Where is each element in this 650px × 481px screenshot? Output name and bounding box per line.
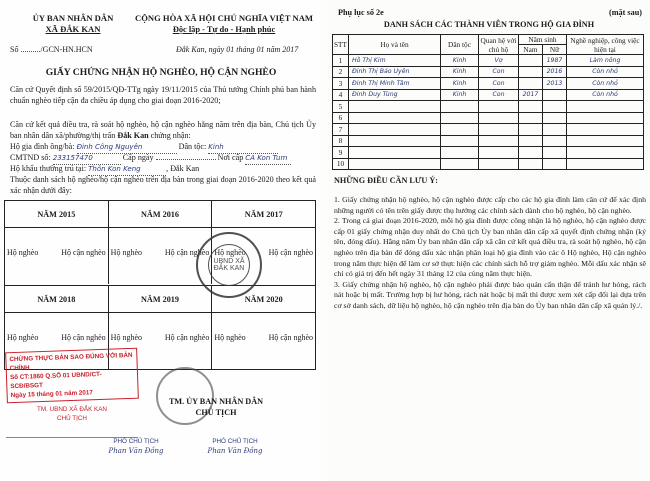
male-year-cell (519, 55, 543, 67)
ethnic-cell: Kinh (441, 89, 479, 101)
issued-date-field (156, 159, 216, 160)
job-cell (567, 101, 644, 113)
certification-paragraph (10, 119, 316, 142)
year-2016-header: NĂM 2016 (109, 201, 213, 227)
female-year-cell (543, 89, 567, 101)
header-stt: STT (333, 35, 349, 55)
near-poor-label: Hộ cận nghèo (268, 333, 314, 342)
appendix-number: Phụ lục số 2e (338, 8, 384, 17)
female-year-cell: 2013 (543, 78, 567, 90)
stamp-line-2: Số CT:1860 Q.SỐ 01 UBND/CT-SCĐ/BSGT (9, 370, 102, 391)
male-year-cell (519, 78, 543, 90)
stamp-sub-1: TM. UBND XÃ ĐẮK KAN (37, 406, 107, 413)
year-2020-status (212, 313, 315, 369)
relation-cell: Vợ (479, 55, 519, 67)
poor-label: Hộ nghèo (110, 333, 142, 342)
male-year-cell (519, 147, 543, 159)
male-year-cell (519, 101, 543, 113)
header-name: Họ và tên (349, 35, 441, 55)
female-year-cell (543, 135, 567, 147)
stt-cell: 5 (333, 101, 349, 113)
org-line-2: XÃ ĐẮK KAN (45, 24, 101, 34)
relation-cell: Con (479, 78, 519, 90)
table-row (333, 89, 644, 101)
name-cell: Đinh Duy Tùng (349, 89, 441, 101)
relation-cell: Con (479, 89, 519, 101)
table-row (333, 101, 644, 113)
stt-cell: 4 (333, 89, 349, 101)
stt-cell: 9 (333, 147, 349, 159)
note-item: 1. Giấy chứng nhận hộ nghèo, hộ cận nghèo được cấp cho các hộ gia đình làm căn cứ để xác định những người có tên trên giấy được thụ hưởng các chính sách dành cho hộ nghèo, hộ cận nghèo. (334, 195, 646, 215)
stamp-line-3: Ngày 15 tháng 01 năm 2017 (10, 389, 93, 400)
stamp-underline (6, 430, 138, 438)
job-cell: Còn nhỏ (567, 89, 644, 101)
female-year-cell (543, 101, 567, 113)
year-2020-header: NĂM 2020 (244, 295, 283, 304)
female-year-cell (543, 158, 567, 170)
table-row (333, 124, 644, 136)
table-header-row (333, 35, 644, 45)
poor-label: Hộ nghèo (214, 333, 246, 342)
poor-label: Hộ nghèo (7, 333, 39, 342)
para1-text: Căn cứ Quyết định số 59/2015/QĐ-TTg ngày 19/11/2015 của Thủ tướng Chính phủ ban hành chuẩn nghèo tiếp cận đa chiều áp dụng cho giai đoạn 2016-2020; (10, 85, 316, 106)
name-cell: Đinh Thị Minh Tâm (349, 78, 441, 90)
near-poor-label: Hộ cận nghèo (61, 333, 106, 342)
ethnic-cell (441, 124, 479, 136)
sig1-name: Phan Văn Đồng (108, 447, 164, 455)
sig2-name: Phan Văn Đồng (207, 447, 263, 455)
ethnic-cell: Kinh (441, 55, 479, 67)
near-poor-label: Hộ cận nghèo (61, 248, 106, 257)
table-row (333, 55, 644, 67)
ethnic-label: Dân tộc: (178, 142, 207, 151)
header-female: Nữ (543, 45, 567, 55)
seal-text: UBND XÃ ĐẮK KAN (213, 258, 245, 272)
issued-date-label: Cấp ngày (122, 153, 154, 162)
stt-cell: 10 (333, 158, 349, 170)
relation-cell (479, 135, 519, 147)
year-2019-header: NĂM 2019 (109, 286, 213, 312)
stt-cell: 8 (333, 135, 349, 147)
certificate-title: GIẤY CHỨNG NHẬN HỘ NGHÈO, HỘ CẬN NGHÈO (45, 67, 277, 78)
document-number: Số ........../GCN-HN.HCN (10, 45, 93, 54)
signature-block (156, 396, 276, 418)
year-header-row-1 (5, 201, 315, 227)
ethnic-cell (441, 158, 479, 170)
national-header (126, 13, 322, 35)
header-male: Nam (519, 45, 543, 55)
year-body-row-1 (5, 228, 315, 284)
list-paragraph (10, 174, 316, 197)
header-birth-year: Năm sinh (519, 35, 567, 45)
note-item: 2. Trong cả giai đoạn 2016-2020, mỗi hộ gia đình được công nhận là hộ nghèo, hộ cận nghèo được cấp 01 giấy chứng nhận duy nhất do Chủ tịch Ủy ban nhân dân cấp xã quyết định chứng nhận (ký tên, đóng dấu). Hằng năm Ủy ban nhân dân cấp xã căn cứ kết quả điều tra, rà soát hộ nghèo, hộ cận nghèo trên địa bàn để đóng dấu xác nhận phân loại hộ gia đình vào các ô Hộ nghèo, Hộ cận nghèo trong năm thực hiện để làm cơ sở thực hiện các chính sách hỗ trợ giảm nghèo. Mỗi dấu xác nhận sẽ chỉ có giá trị đến hết ngày 31 tháng 12 của cùng năm thực hiện. (334, 216, 646, 279)
issuing-authority (18, 13, 128, 35)
relation-cell (479, 158, 519, 170)
notes-list (334, 195, 646, 312)
job-cell: Làm nông (567, 55, 644, 67)
sign-line-1: TM. ỦY BAN NHÂN DÂN (168, 397, 264, 406)
ethnic-value: Kinh (208, 143, 224, 151)
relation-cell (479, 101, 519, 113)
poor-label: Hộ nghèo (214, 248, 246, 257)
male-year-cell (519, 124, 543, 136)
stt-cell: 6 (333, 112, 349, 124)
residence-label: Hộ khẩu thường trú tại: (10, 164, 87, 173)
name-cell (349, 158, 441, 170)
stt-cell: 2 (333, 66, 349, 78)
male-year-cell: 2017 (519, 89, 543, 101)
male-year-cell (519, 66, 543, 78)
female-year-cell: 1987 (543, 55, 567, 67)
signature-2 (190, 438, 280, 455)
id-label: CMTND số: (10, 153, 51, 162)
ethnic-cell (441, 112, 479, 124)
side-note: (mặt sau) (609, 8, 642, 17)
para2-suffix: chứng nhận: (150, 131, 191, 141)
header-job: Nghề nghiệp, công việc hiện tại (567, 35, 644, 55)
table-row (333, 158, 644, 170)
relation-cell (479, 112, 519, 124)
para2-text: Căn cứ kết quả điều tra, rà soát hộ nghèo, hộ cận nghèo hằng năm trên địa bàn, Chủ tịch Ủy ban nhân dân xã/phường/thị trấn (10, 120, 316, 141)
legal-basis-paragraph (10, 84, 316, 107)
job-cell: Còn nhỏ (567, 78, 644, 90)
nation-motto: Độc lập - Tự do - Hạnh phúc (172, 25, 276, 34)
near-poor-label: Hộ cận nghèo (164, 333, 210, 342)
male-year-cell (519, 158, 543, 170)
ethnic-cell: Kinh (441, 66, 479, 78)
certificate-front (0, 0, 322, 481)
female-year-cell (543, 124, 567, 136)
table-row (333, 147, 644, 159)
year-2015-header: NĂM 2015 (5, 201, 109, 227)
header-relation: Quan hệ với chủ hộ (479, 35, 519, 55)
seal-inner (208, 244, 250, 286)
annual-confirmation-grid (4, 200, 316, 370)
female-year-cell (543, 112, 567, 124)
stamp-sub-2: CHỦ TỊCH (57, 415, 87, 422)
relation-cell: Con (479, 66, 519, 78)
issued-place-value: CA Kon Tum (245, 154, 288, 162)
official-seal-icon (196, 232, 262, 298)
job-cell (567, 135, 644, 147)
org-line-1: ỦY BAN NHÂN DÂN (32, 13, 114, 23)
poor-label: Hộ nghèo (7, 248, 39, 257)
name-cell (349, 124, 441, 136)
year-2015-status (5, 228, 109, 284)
job-cell: Còn nhỏ (567, 66, 644, 78)
name-cell (349, 147, 441, 159)
note-item: 3. Giấy chứng nhận hộ nghèo, hộ cận nghèo phải được bảo quản cẩn thận để tránh hư hỏng, rách nát hoặc bị mất. Trường hợp bị hư hỏng, rách nát hoặc bị mất thì được xem xét cấp đổi lại dựa trên cơ sở danh sách, dữ liệu hộ nghèo, hộ cận nghèo trên địa bàn do Ủy ban nhân dân cấp xã quản lý./. (334, 279, 646, 310)
ethnic-cell (441, 101, 479, 113)
name-cell: Hồ Thị Kim (349, 55, 441, 67)
certificate-back (328, 0, 650, 481)
para2-place: Đắk Kan (117, 131, 149, 141)
sign-line-2: CHỦ TỊCH (195, 408, 237, 417)
stamp-box (5, 348, 139, 404)
ethnic-cell: Kinh (441, 78, 479, 90)
table-row (333, 112, 644, 124)
residence-value: Thôn Kon Keng (88, 165, 141, 173)
job-cell (567, 158, 644, 170)
nation-name: CỘNG HÒA XÃ HỘI CHỦ NGHĨA VIỆT NAM (134, 13, 314, 23)
stt-cell: 3 (333, 78, 349, 90)
near-poor-label: Hộ cận nghèo (164, 248, 210, 257)
name-cell (349, 101, 441, 113)
job-cell (567, 124, 644, 136)
ethnic-cell (441, 147, 479, 159)
poor-label: Hộ nghèo (110, 248, 142, 257)
owner-value: Đinh Công Nguyên (76, 143, 143, 151)
sig2-role: PHÓ CHỦ TỊCH (212, 438, 258, 445)
table-row (333, 66, 644, 78)
document-date: Đắk Kan, ngày 01 tháng 01 năm 2017 (176, 45, 299, 54)
ethnic-cell (441, 135, 479, 147)
year-2018-header: NĂM 2018 (5, 286, 109, 312)
name-cell: Đinh Thị Bảo Uyên (349, 66, 441, 78)
certified-copy-stamp (6, 350, 138, 430)
id-value: 233157470 (52, 154, 93, 162)
issued-place-label: Nơi cấp (217, 153, 244, 162)
relation-cell (479, 124, 519, 136)
members-table-title: DANH SÁCH CÁC THÀNH VIÊN TRONG HỘ GIA ĐÌNH (383, 20, 595, 29)
stt-cell: 1 (333, 55, 349, 67)
signature-1 (96, 438, 176, 455)
year-header-row-2 (5, 286, 315, 312)
header-ethnic: Dân tộc (441, 35, 479, 55)
name-cell (349, 112, 441, 124)
owner-label: Hộ gia đình ông/bà: (10, 142, 75, 151)
stt-cell: 7 (333, 124, 349, 136)
stamp-line-1: CHỨNG THỰC BẢN SAO ĐÚNG VỚI BẢN CHÍNH (9, 351, 133, 373)
residence-suffix: , Đắk Kan (166, 164, 200, 173)
near-poor-label: Hộ cận nghèo (268, 248, 314, 257)
job-cell (567, 147, 644, 159)
members-table (332, 34, 644, 170)
year-2017-header: NĂM 2017 (244, 210, 283, 219)
female-year-cell: 2016 (543, 66, 567, 78)
male-year-cell (519, 135, 543, 147)
table-row (333, 135, 644, 147)
name-cell (349, 135, 441, 147)
table-row (333, 78, 644, 90)
male-year-cell (519, 112, 543, 124)
job-cell (567, 112, 644, 124)
para3-text: Thuộc danh sách hộ nghèo/hộ cận nghèo trên địa bàn trong giai đoạn 2016-2020 theo kết quả xác nhận dưới đây: (10, 175, 316, 196)
relation-cell (479, 147, 519, 159)
notes-title: NHỮNG ĐIỀU CẦN LƯU Ý: (334, 176, 439, 185)
female-year-cell (543, 147, 567, 159)
sig1-role: PHÓ CHỦ TỊCH (113, 438, 159, 445)
